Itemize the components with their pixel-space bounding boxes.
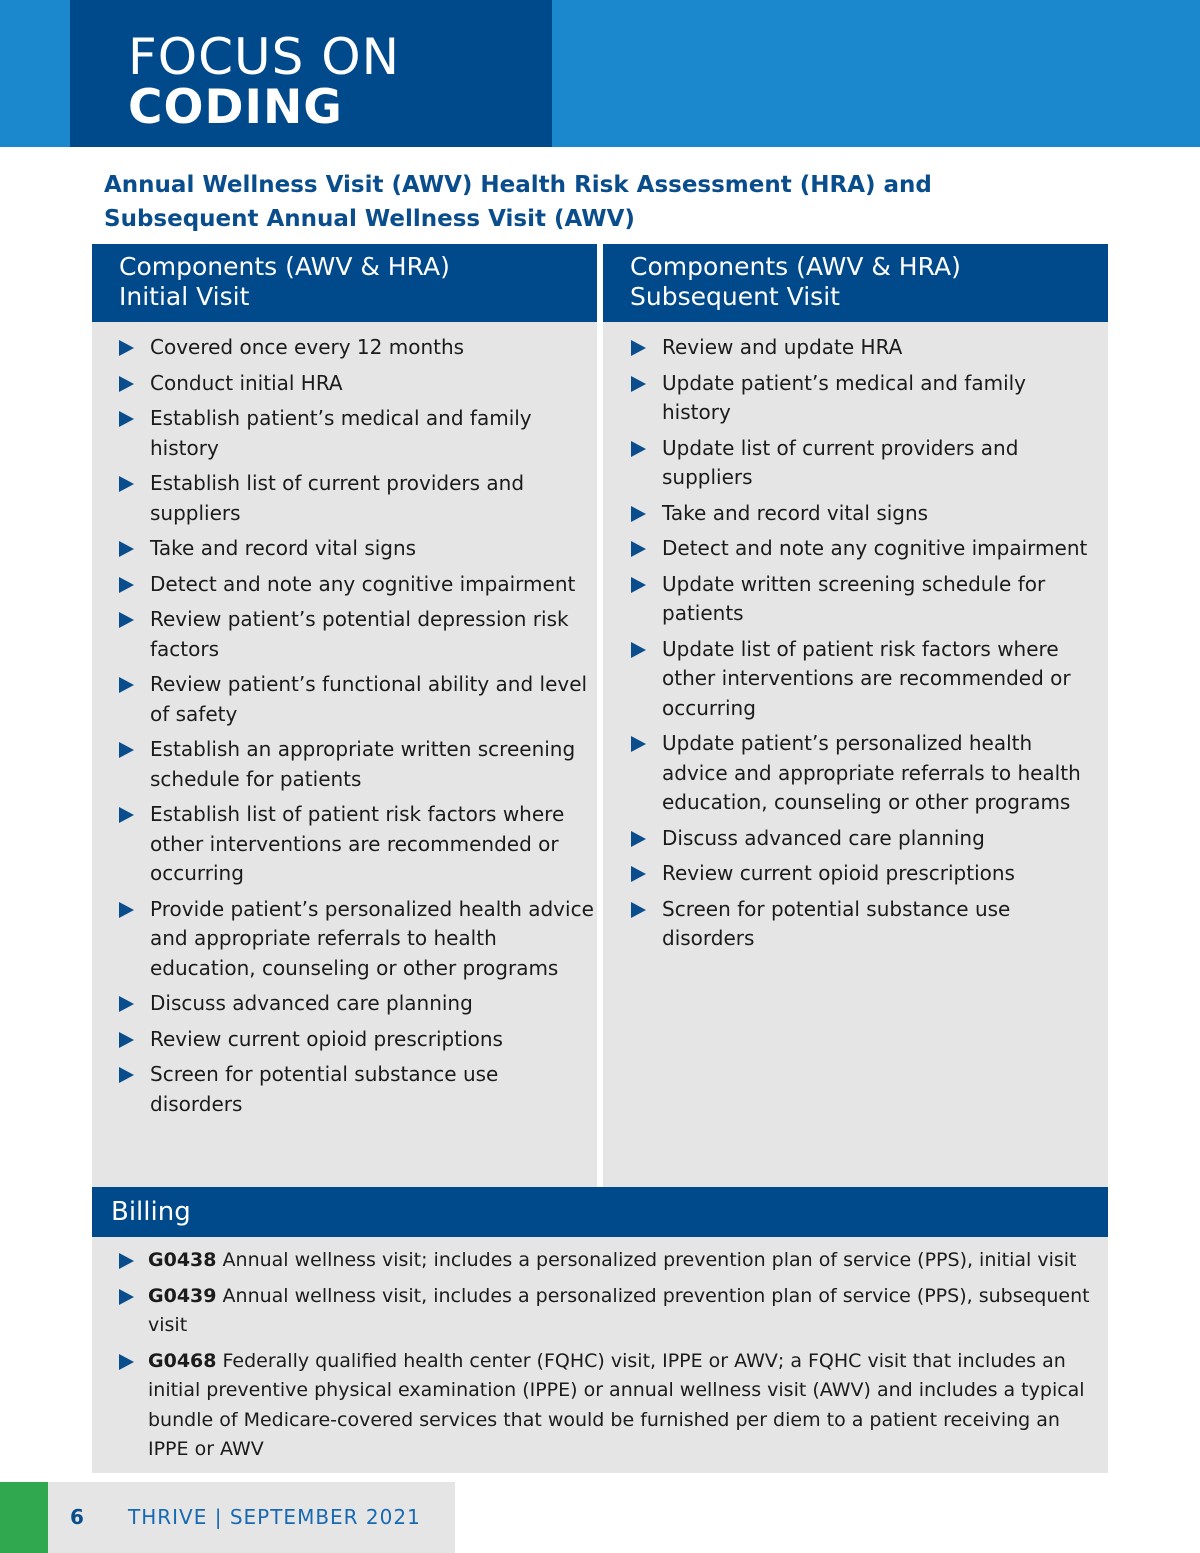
list-item: [631, 824, 1101, 854]
bullet-arrow-icon: [119, 612, 134, 628]
list-item-text: Establish patient’s medical and family history: [150, 406, 532, 460]
list-item: [119, 800, 594, 889]
bullet-arrow-icon: [119, 677, 134, 693]
bullet-arrow-icon: [119, 476, 134, 492]
list-item-text: Detect and note any cognitive impairment: [150, 571, 576, 596]
page-number: 6: [70, 1505, 84, 1529]
bullet-arrow-icon: [631, 866, 646, 882]
list-item-text: Provide patient’s personalized health advice and appropriate referrals to health education, counseling or other programs: [150, 896, 594, 980]
bullet-arrow-icon: [631, 541, 646, 557]
list-item: [119, 895, 594, 984]
list-item: [119, 469, 594, 528]
list-item-text: Establish list of current providers and suppliers: [150, 471, 525, 525]
bullet-arrow-icon: [631, 642, 646, 658]
billing-code: G0439: [148, 1284, 217, 1307]
billing-list: [119, 1246, 1104, 1471]
subsequent-visit-heading: [603, 244, 1108, 322]
list-item-text: Discuss advanced care planning: [150, 991, 473, 1015]
billing-item: [119, 1246, 1104, 1276]
bullet-arrow-icon: [119, 376, 134, 392]
list-item: [119, 1025, 594, 1055]
list-item: [631, 729, 1101, 818]
initial-visit-heading: [92, 244, 597, 322]
subsequent-visit-heading-line2: Subsequent Visit: [630, 282, 840, 311]
list-item-text: Take and record vital signs: [150, 536, 417, 560]
list-item: [631, 534, 1101, 564]
section-title: [104, 168, 1004, 236]
bullet-arrow-icon: [119, 411, 134, 427]
bullet-arrow-icon: [119, 996, 134, 1012]
list-item-text: Update list of current providers and suppliers: [662, 435, 1019, 489]
bullet-arrow-icon: [631, 577, 646, 593]
bullet-arrow-icon: [119, 902, 134, 918]
list-item: [119, 333, 594, 363]
bullet-arrow-icon: [119, 742, 134, 758]
list-item-text: Update list of patient risk factors where other interventions are recommended or occurring: [662, 636, 1071, 720]
list-item-text: Update patient’s medical and family history: [662, 370, 1027, 424]
list-item-text: Screen for potential substance use disorders: [150, 1062, 499, 1116]
list-item: [119, 1060, 594, 1119]
list-item: [119, 989, 594, 1019]
list-item: [631, 499, 1101, 529]
billing-description: Annual wellness visit; includes a personalized prevention plan of service (PPS), initial visit: [216, 1249, 1077, 1271]
list-item: [631, 434, 1101, 493]
list-item-text: Detect and note any cognitive impairment: [662, 536, 1088, 560]
publication-info: THRIVE | SEPTEMBER 2021: [128, 1505, 421, 1529]
bullet-arrow-icon: [631, 506, 646, 522]
page-title-line1: FOCUS ON: [128, 28, 401, 86]
list-item: [631, 333, 1101, 363]
bullet-arrow-icon: [119, 577, 134, 593]
list-item-text: Review current opioid prescriptions: [150, 1026, 503, 1051]
list-item-text: Review patient’s functional ability and level of safety: [150, 672, 588, 726]
bullet-arrow-icon: [631, 340, 646, 356]
bullet-arrow-icon: [631, 376, 646, 392]
bullet-arrow-icon: [631, 736, 646, 752]
list-item-text: Take and record vital signs: [662, 500, 929, 525]
bullet-arrow-icon: [119, 340, 134, 356]
bullet-arrow-icon: [631, 441, 646, 457]
billing-heading: Billing: [92, 1187, 1108, 1237]
initial-visit-heading-line2: Initial Visit: [119, 282, 250, 311]
list-item-text: Screen for potential substance use disorders: [662, 896, 1011, 950]
billing-code: G0438: [148, 1249, 217, 1271]
bullet-arrow-icon: [119, 1289, 134, 1305]
billing-description: Federally qualified health center (FQHC) visit, IPPE or AWV; a FQHC visit that includes an initial preventive physical examination (IPPE) or annual wellness visit (AWV) and includes a typical bundle of Medicare-covered services that would be furnished per diem to a patient receiving an IPPE or AWV: [148, 1349, 1085, 1460]
list-item: [119, 735, 594, 794]
list-item-text: Update patient’s personalized health advice and appropriate referrals to health education, counseling or other programs: [662, 731, 1081, 814]
list-item: [119, 570, 594, 600]
bullet-arrow-icon: [631, 902, 646, 918]
list-item: [119, 404, 594, 463]
list-item: [631, 859, 1101, 889]
section-title-line1: Annual Wellness Visit (AWV) Health Risk Assessment (HRA) and: [104, 172, 932, 198]
list-item-text: Review current opioid prescriptions: [662, 861, 1015, 885]
title-block: [70, 0, 552, 147]
bullet-arrow-icon: [119, 1354, 134, 1370]
list-item-text: Review and update HRA: [662, 335, 903, 359]
bullet-arrow-icon: [119, 1032, 134, 1048]
billing-description: Annual wellness visit, includes a personalized prevention plan of service (PPS), subsequent visit: [148, 1284, 1090, 1336]
list-item: [119, 605, 594, 664]
subsequent-visit-heading-line1: Components (AWV & HRA): [630, 252, 961, 281]
list-item-text: Establish list of patient risk factors where other interventions are recommended or occurring: [150, 802, 565, 885]
list-item-text: Update written screening schedule for patients: [662, 571, 1046, 625]
bullet-arrow-icon: [119, 541, 134, 557]
section-title-line2: Subsequent Annual Wellness Visit (AWV): [104, 206, 635, 232]
bullet-arrow-icon: [631, 831, 646, 847]
list-item: [119, 670, 594, 729]
list-item-text: Discuss advanced care planning: [662, 825, 985, 850]
bullet-arrow-icon: [119, 807, 134, 823]
list-item: [631, 635, 1101, 724]
list-item: [631, 369, 1101, 428]
list-item-text: Conduct initial HRA: [150, 370, 343, 395]
bullet-arrow-icon: [119, 1253, 134, 1269]
list-item: [119, 534, 594, 564]
billing-item: [119, 1347, 1104, 1465]
list-item-text: Review patient’s potential depression risk factors: [150, 607, 569, 661]
list-item-text: Establish an appropriate written screening schedule for patients: [150, 737, 576, 791]
list-item-text: Covered once every 12 months: [150, 335, 465, 359]
list-item: [631, 895, 1101, 954]
list-item: [631, 570, 1101, 629]
list-item: [119, 369, 594, 399]
bullet-arrow-icon: [119, 1067, 134, 1083]
billing-item: [119, 1282, 1104, 1341]
footer-accent: [0, 1482, 48, 1553]
initial-visit-heading-line1: Components (AWV & HRA): [119, 252, 450, 281]
billing-code: G0468: [148, 1349, 217, 1372]
initial-visit-list: [119, 333, 594, 1125]
page-title-line2: CODING: [128, 80, 343, 135]
subsequent-visit-list: [631, 333, 1101, 960]
